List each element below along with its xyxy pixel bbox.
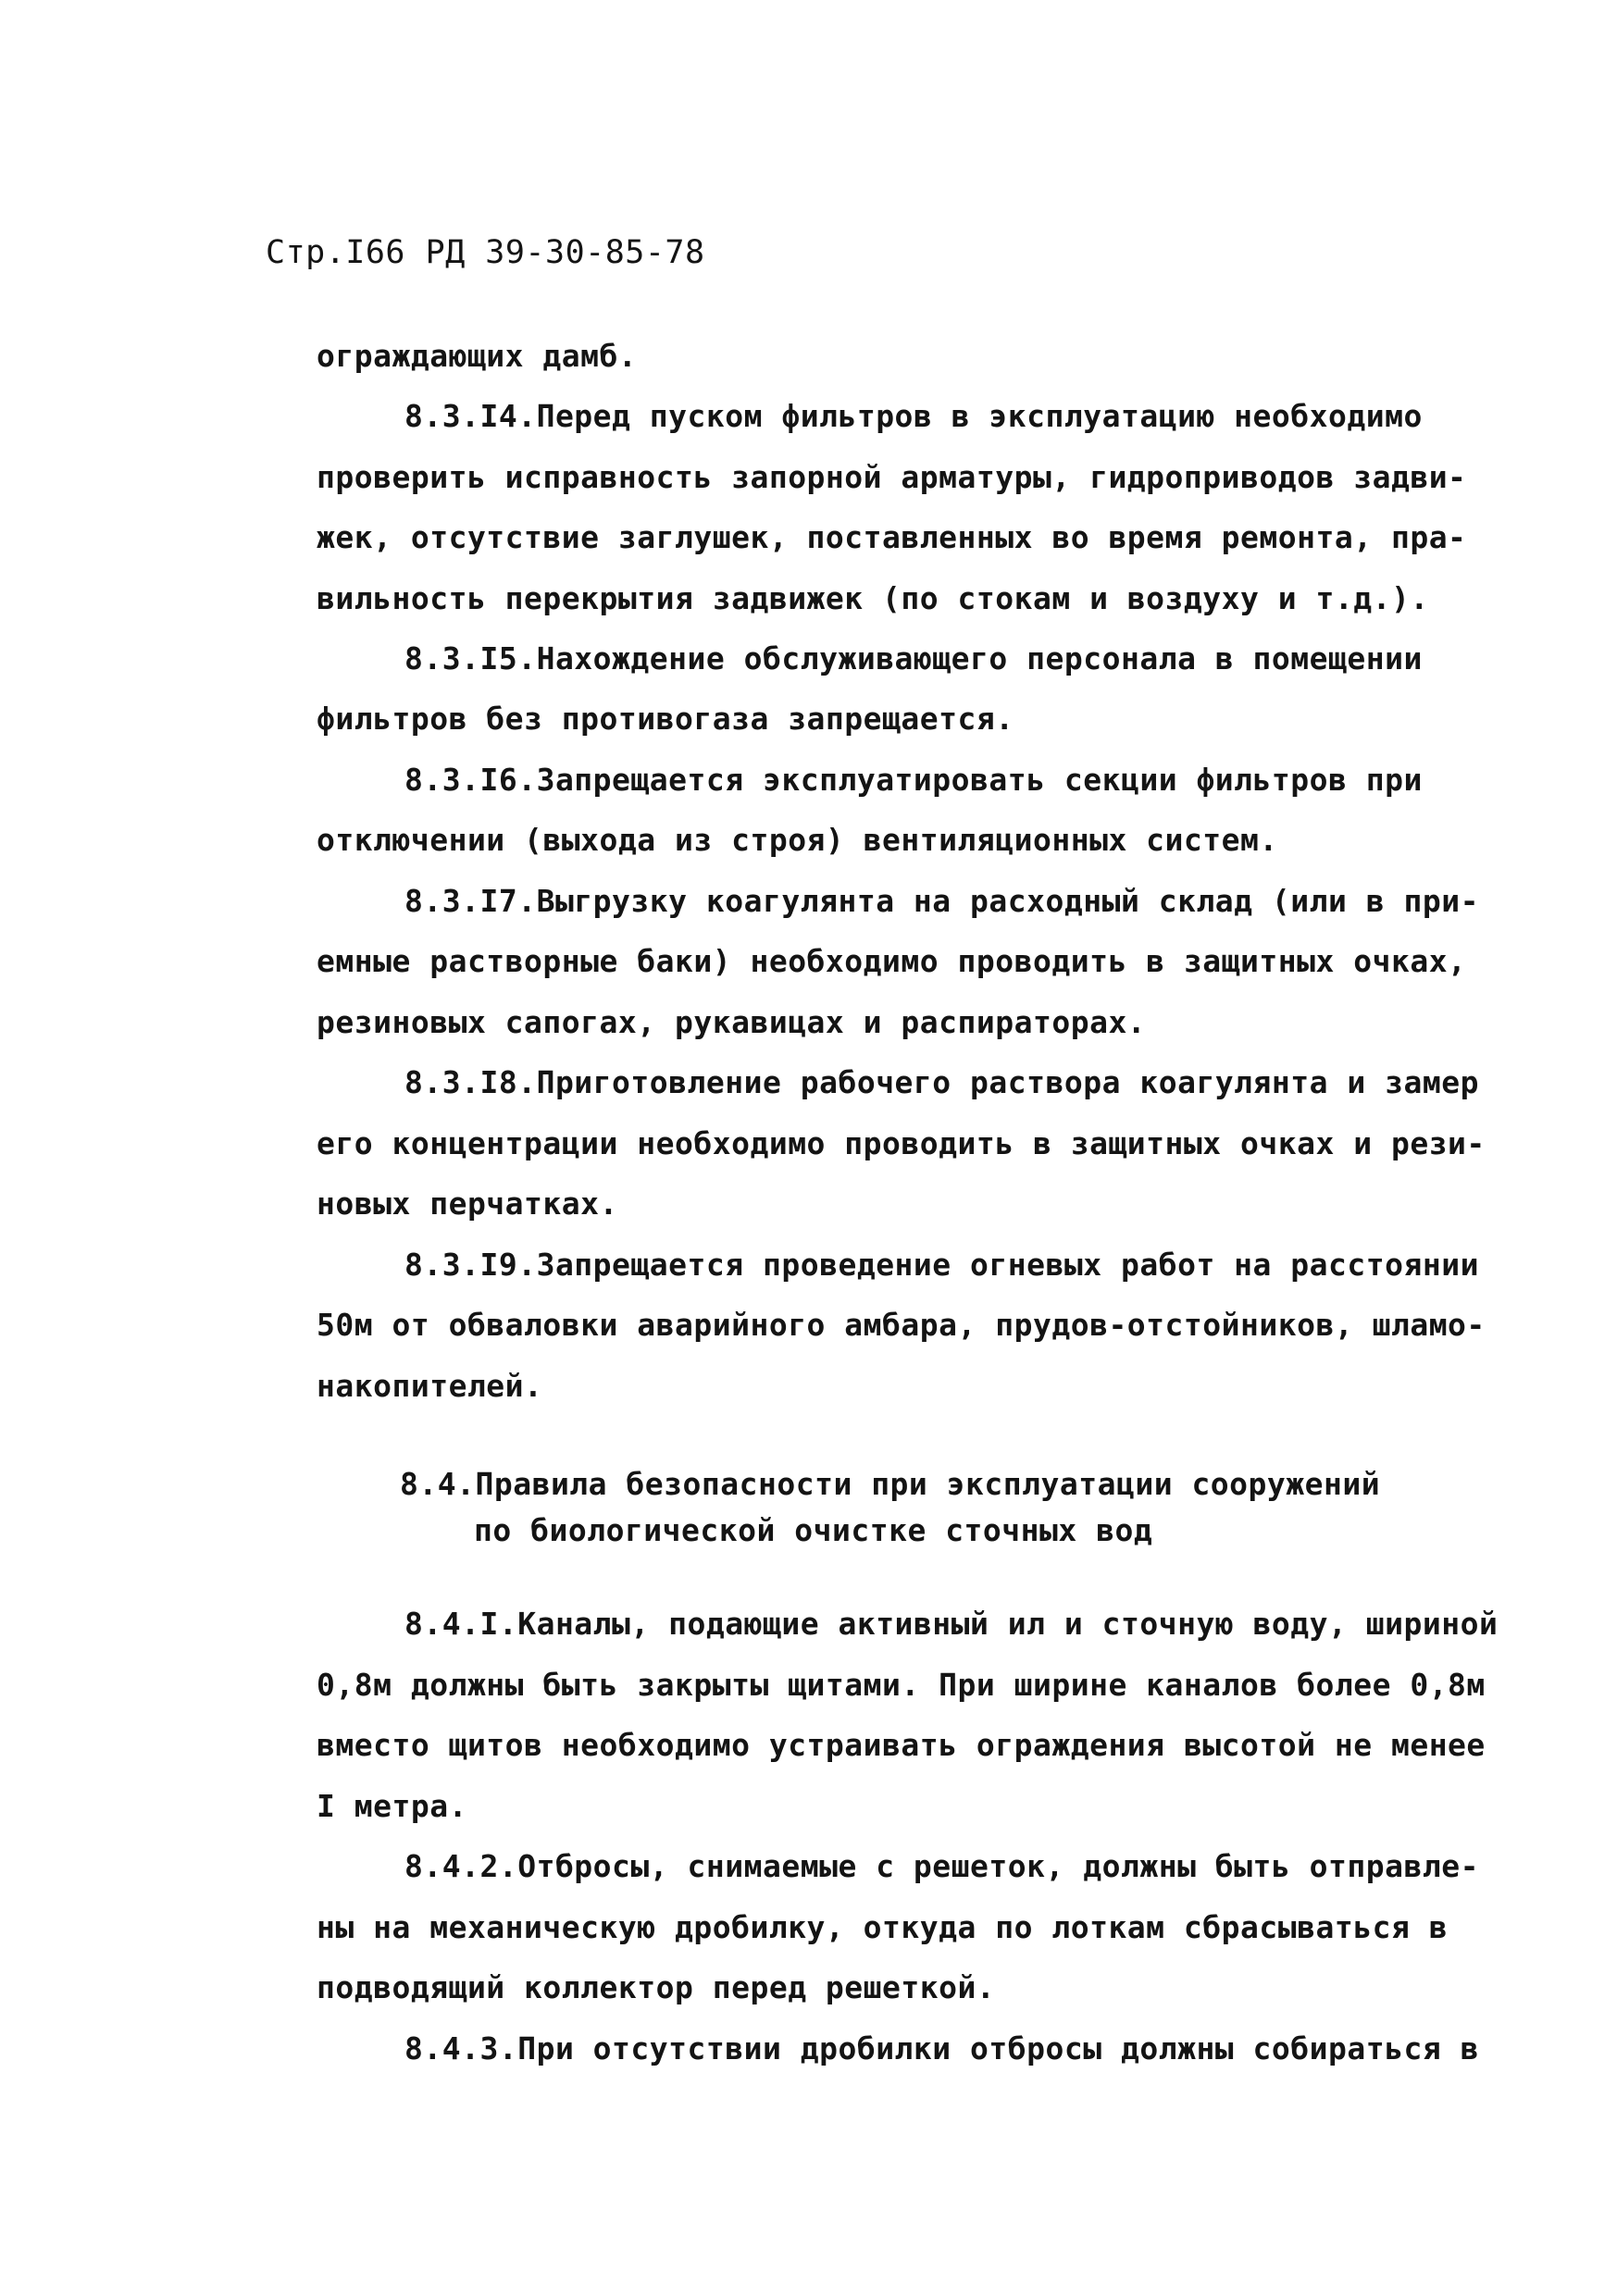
text-line: жек, отсутствие заглушек, поставленных во время ремонта, пра- [317,519,1467,555]
paragraph-8-4-2: 8.4.2.Отбросы, снимаемые с решеток, должны быть отправле- [404,1848,1479,1884]
text-line: подводящий коллектор перед решеткой. [317,1969,996,2005]
text-line: фильтров без противогаза запрещается. [317,701,1014,737]
text-line: новых перчатках. [317,1185,618,1222]
text-line: 50м от обваловки аварийного амбара, прудов-отстойников, шламо- [317,1307,1486,1343]
text-line: ны на механическую дробилку, откуда по лоткам сбрасываться в [317,1909,1449,1945]
paragraph-8-3-14: 8.3.I4.Перед пуском фильтров в эксплуатацию необходимо [404,398,1423,434]
paragraph-8-3-16: 8.3.I6.Запрещается эксплуатировать секции фильтров при [404,762,1423,798]
text-line: емные растворные баки) необходимо проводить в защитных очках, [317,943,1467,979]
paragraph-8-4-1: 8.4.I.Каналы, подающие активный ил и сточную воду, шириной [404,1606,1499,1642]
text-line: проверить исправность запорной арматуры, гидроприводов задви- [317,459,1467,495]
text-line: отключении (выхода из строя) вентиляционных систем. [317,822,1278,858]
paragraph-8-3-17: 8.3.I7.Выгрузку коагулянта на расходный склад (или в при- [404,883,1479,919]
text-line: 0,8м должны быть закрыты щитами. При ширине каналов более 0,8м [317,1667,1486,1703]
paragraph-8-3-15: 8.3.I5.Нахождение обслуживающего персонала в помещении [404,640,1423,676]
text-line: ограждающих дамб. [317,338,638,374]
text-line: его концентрации необходимо проводить в защитных очках и рези- [317,1125,1486,1161]
text-line: накопителей. [317,1368,543,1404]
text-line: резиновых сапогах, рукавицах и распираторах. [317,1004,1147,1040]
text-line: вильность перекрытия задвижек (по стокам и воздуху и т.д.). [317,580,1429,616]
section-heading-8-4: 8.4.Правила безопасности при эксплуатации сооружений [400,1466,1381,1502]
section-heading-8-4-line2: по биологической очистке сточных вод [474,1512,1153,1548]
paragraph-8-3-18: 8.3.I8.Приготовление рабочего раствора коагулянта и замер [404,1064,1479,1100]
paragraph-8-4-3: 8.4.3.При отсутствии дробилки отбросы должны собираться в [404,2030,1479,2066]
page-header: Стр.I66 РД 39-30-85-78 [266,234,705,271]
text-line: вместо щитов необходимо устраивать ограждения высотой не менее [317,1727,1486,1763]
paragraph-8-3-19: 8.3.I9.Запрещается проведение огневых работ на расстоянии [404,1247,1479,1283]
text-line: I метра. [317,1788,467,1824]
